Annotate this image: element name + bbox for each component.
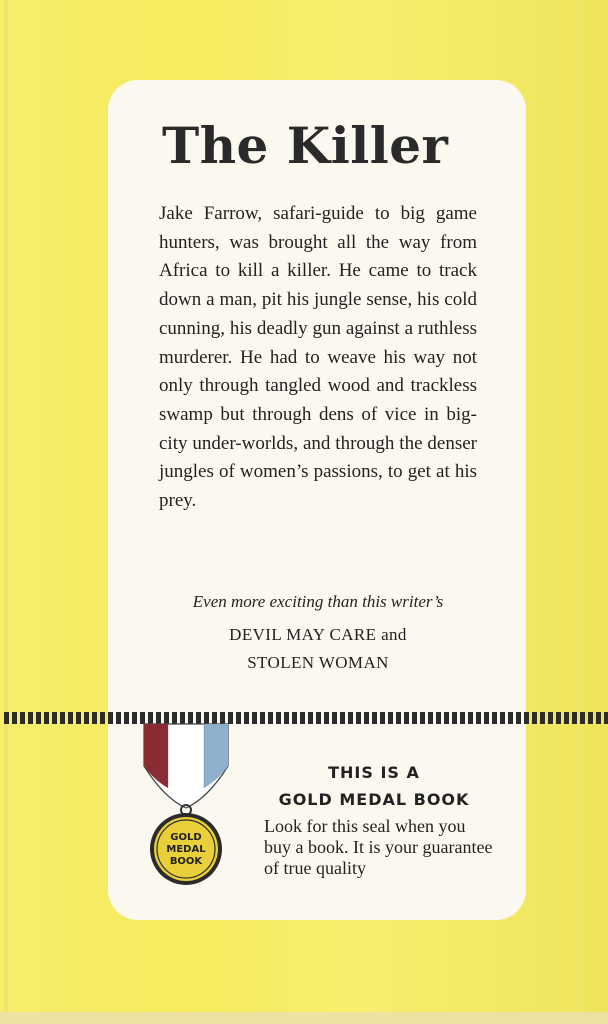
gold-medal-seal-icon bbox=[138, 722, 234, 892]
seal-text-1: GOLD bbox=[170, 832, 202, 843]
seal-text-2: MEDAL bbox=[166, 844, 206, 855]
book-blurb: Jake Farrow, safari-guide to big game hunters, was brought all the way from Africa to kill a killer. He came to track down a man, pit his jungle sense, his cold cunning, his deadly gun against a ruthless murderer. He had to weave his way not only through tangled wood and trackless swamp but through dens of vice in big-city under-worlds, and through the denser jungles of women’s passions, to get at his prey. bbox=[159, 203, 477, 512]
gold-medal-heading-line-2: GOLD MEDAL BOOK bbox=[278, 790, 470, 809]
other-title-2: STOLEN WOMAN bbox=[247, 653, 389, 672]
other-titles bbox=[150, 621, 486, 677]
gold-medal-heading-line-1: THIS IS A bbox=[328, 763, 420, 782]
dashed-divider bbox=[4, 712, 608, 724]
gold-medal-heading bbox=[258, 759, 490, 813]
seal-text-3: BOOK bbox=[169, 856, 203, 867]
teaser-line: Even more exciting than this writer’s bbox=[192, 592, 444, 611]
book-title: The Killer bbox=[162, 116, 449, 175]
gold-medal-description: Look for this seal when you buy a book. It is your guarantee of true quality bbox=[264, 816, 493, 878]
other-title-1: DEVIL MAY CARE and bbox=[229, 625, 407, 644]
